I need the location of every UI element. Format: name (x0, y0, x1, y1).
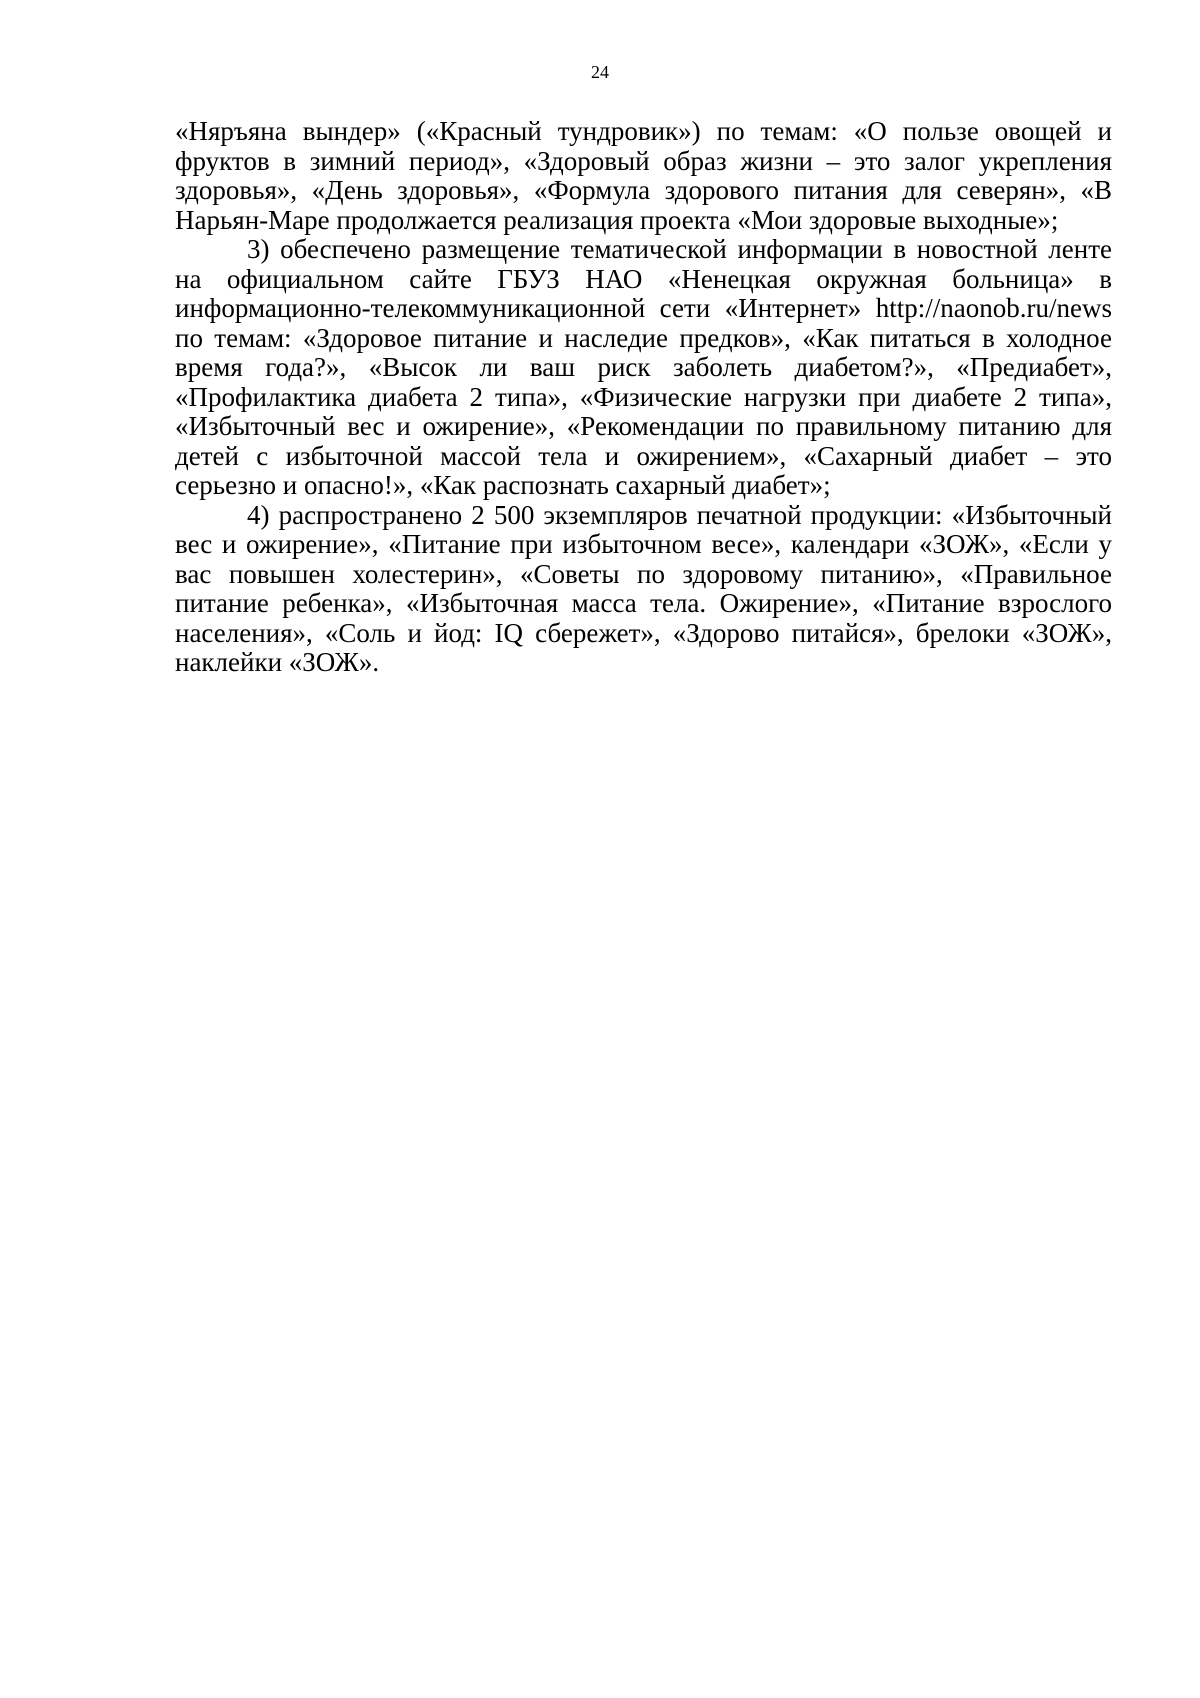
page-number: 24 (591, 62, 609, 82)
paragraph-printed-materials: 4) распространено 2 500 экземпляров печатной продукции: «Избыточный вес и ожирение», «Питание при избыточном весе», календари «ЗОЖ», «Если у вас повышен холестерин», «Советы по здоровому питанию», «Правильное питание ребенка», «Избыточная масса тела. Ожирение», «Питание взрослого населения», «Соль и йод: IQ сбережет», «Здорово питайся», брелоки «ЗОЖ», наклейки «ЗОЖ». (175, 499, 1112, 677)
paragraph-media-topics: «Няръяна вындер» («Красный тундровик») по темам: «О пользе овощей и фруктов в зимний период», «Здоровый образ жизни – это залог укрепления здоровья», «День здоровья», «Формула здорового питания для северян», «В Нарьян-Маре продолжается реализация проекта «Мои здоровые выходные»; (175, 116, 1112, 235)
document-body (175, 117, 1112, 678)
paragraph-website-news: 3) обеспечено размещение тематической информации в новостной ленте на официальном сайте ГБУЗ НАО «Ненецкая окружная больница» в информационно-телекоммуникационной сети «Интернет» http://naonob.ru/news по темам: «Здоровое питание и наследие предков», «Как питаться в холодное время года?», «Высок ли ваш риск заболеть диабетом?», «Предиабет», «Профилактика диабета 2 типа», «Физические нагрузки при диабете 2 типа», «Избыточный вес и ожирение», «Рекомендации по правильному питанию для детей с избыточной массой тела и ожирением», «Сахарный диабет – это серьезно и опасно!», «Как распознать сахарный диабет»; (175, 234, 1112, 500)
